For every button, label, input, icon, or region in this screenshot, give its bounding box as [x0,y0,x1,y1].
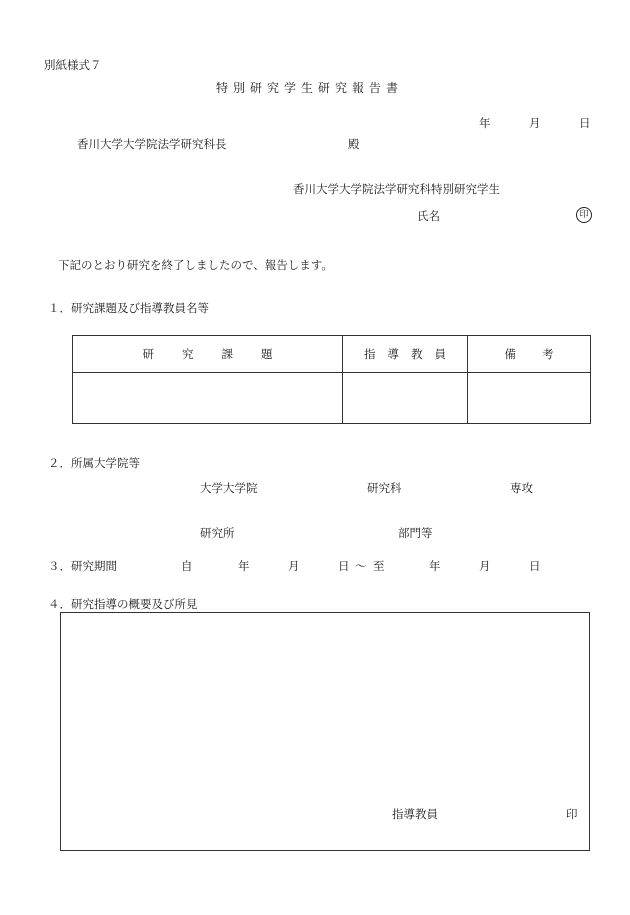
research-table-header-cell [468,336,591,373]
research-table-row [73,373,591,424]
advisor-cell[interactable] [343,373,468,424]
department-label: 部門等 [398,526,433,540]
date-day-label: 日 [579,116,591,130]
document-title: 特別研究学生研究報告書 [216,81,404,95]
major-label: 専攻 [510,481,533,495]
addressee-honorific: 殿 [348,137,360,151]
col-advisor: 指導教員 [364,347,458,361]
research-table-header-cell [343,336,468,373]
research-table [72,335,591,424]
student-name-label: 氏名 [417,209,440,223]
section1-heading: １．研究課題及び指導教員名等 [48,301,209,315]
research-topic-cell[interactable] [73,373,343,424]
guidance-summary-box[interactable] [60,612,590,851]
period-to-label: 至 [373,559,385,573]
date-month-label: 月 [529,116,541,130]
date-year-label: 年 [479,116,491,130]
section2-heading: ２．所属大学院等 [48,456,140,470]
period-tilde: ～ [355,559,367,573]
period-end-month-label: 月 [479,559,491,573]
seal-icon: 印 [576,207,592,223]
period-start-day-label: 日 [338,559,350,573]
col-remarks: 備考 [504,347,580,361]
remarks-cell[interactable] [468,373,591,424]
addressee-name: 香川大学大学院法学研究科長 [77,137,227,151]
period-end-year-label: 年 [429,559,441,573]
section3-heading: ３．研究期間 [48,559,117,573]
student-seal-mark [576,206,592,223]
faculty-label: 研究科 [367,481,402,495]
advisor-signature-label: 指導教員 [392,807,438,821]
form-label: 別紙様式７ [44,58,102,72]
research-table-header [73,336,591,373]
section4-heading: ４．研究指導の概要及び所見 [48,597,198,611]
col-research-topic: 研究課題 [142,347,301,361]
research-table-header-cell [73,336,343,373]
student-affiliation: 香川大学大学院法学研究科特別研究学生 [293,182,500,196]
period-start-year-label: 年 [238,559,250,573]
institute-label: 研究所 [200,526,235,540]
period-start-month-label: 月 [288,559,300,573]
advisor-seal-label: 印 [566,807,578,821]
graduate-school-label: 大学大学院 [200,481,258,495]
period-end-day-label: 日 [529,559,541,573]
period-from-label: 自 [181,559,193,573]
intro-text: 下記のとおり研究を終了しましたので、報告します。 [58,258,333,272]
